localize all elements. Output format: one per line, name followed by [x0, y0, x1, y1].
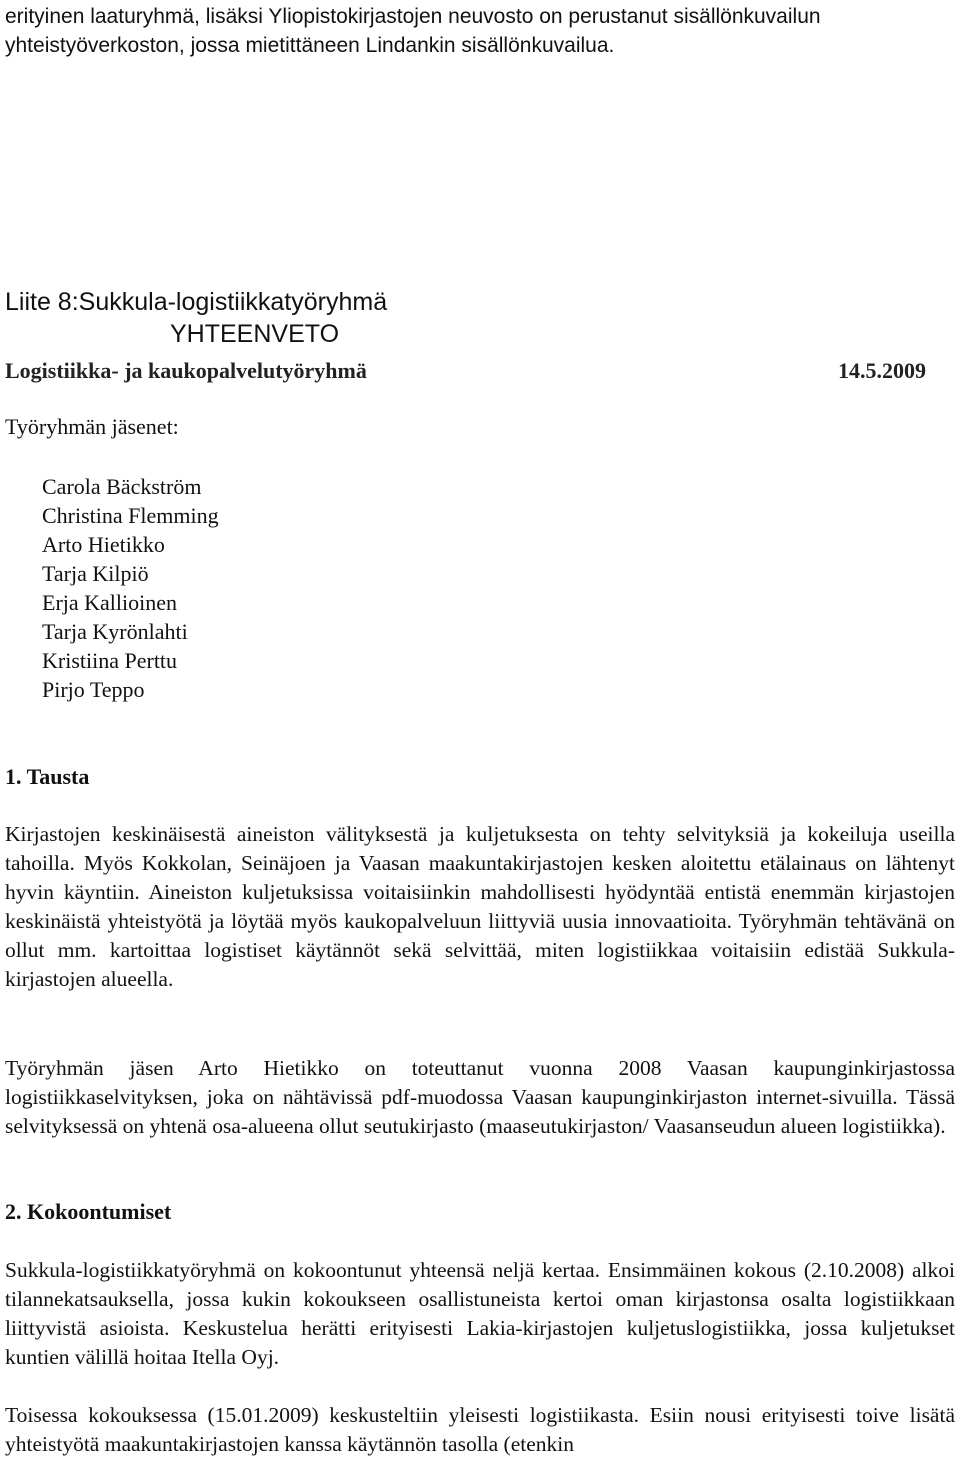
member-item: Carola Bäckström [42, 474, 202, 499]
members-list [42, 472, 219, 704]
group-name: Logistiikka- ja kaukopalvelutyöryhmä [5, 358, 367, 383]
member-item: Pirjo Teppo [42, 677, 145, 702]
section2-paragraph2: Toisessa kokouksessa (15.01.2009) keskusteltiin yleisesti logistiikasta. Esiin nousi erityisesti toive lisätä yhteistyötä maakuntakirjastojen kanssa käytännön tasolla (etenkin [5, 1403, 955, 1456]
appendix-title: Liite 8:Sukkula-logistiikkatyöryhmä [5, 288, 388, 316]
section1-paragraph1: Kirjastojen keskinäisestä aineiston välityksestä ja kuljetuksesta on tehty selvityksiä ja kokeiluja useilla tahoilla. Myös Kokkolan, Seinäjoen ja Vaasan maakuntakirjastojen kesken aloitettu etälainaus on lähtenyt hyvin käyntiin. Aineiston kuljetuksissa voitaisiinkin mahdollisesti hyödyntää entistä enemmän kirjastojen keskinäistä yhteistyötä ja löytää myös kaukopalveluun liittyviä uusia innovaatioita. Työryhmän tehtävänä on ollut mm. kartoittaa logistiset käytännöt sekä selvittää, miten logistiikkaa voitaisiin edistää Sukkula-kirjastojen alueella. [5, 822, 955, 991]
member-item: Christina Flemming [42, 503, 219, 528]
member-item: Kristiina Perttu [42, 648, 178, 673]
section1-paragraph2: Työryhmän jäsen Arto Hietikko on toteuttanut vuonna 2008 Vaasan kaupunginkirjastossa logistiikkaselvityksen, joka on nähtävissä pdf-muodossa Vaasan kaupunginkirjaston internet-sivuilla. Tässä selvityksessä on yhtenä osa-alueena ollut seutukirjasto (maaseutukirjaston/ Vaasanseudun alueen logistiikka). [5, 1056, 955, 1138]
section-heading-tausta: 1. Tausta [5, 764, 90, 789]
summary-heading: YHTEENVETO [170, 320, 340, 348]
intro-paragraph: erityinen laaturyhmä, lisäksi Yliopistokirjastojen neuvosto on perustanut sisällönkuvailun yhteistyöverkoston, jossa mietittäneen Lindankin sisällönkuvailua. [5, 5, 821, 57]
member-item: Erja Kallioinen [42, 590, 178, 615]
document-date: 14.5.2009 [838, 358, 926, 383]
section2-paragraph1: Sukkula-logistiikkatyöryhmä on kokoontunut yhteensä neljä kertaa. Ensimmäinen kokous (2.10.2008) alkoi tilannekatsauksella, jossa kukin kokoukseen osallistuneista kertoi oman kirjastonsa osalta logistiikkaan liittyvistä asioista. Keskustelua herätti erityisesti Lakia-kirjastojen kuljetuslogistiikka, jossa kuljetukset kuntien välillä hoitaa Itella Oyj. [5, 1258, 955, 1369]
members-label: Työryhmän jäsenet: [5, 414, 179, 439]
member-item: Tarja Kyrönlahti [42, 619, 188, 644]
group-date-row [5, 356, 926, 386]
member-item: Arto Hietikko [42, 532, 165, 557]
section-heading-kokoontumiset: 2. Kokoontumiset [5, 1199, 172, 1224]
member-item: Tarja Kilpiö [42, 561, 149, 586]
